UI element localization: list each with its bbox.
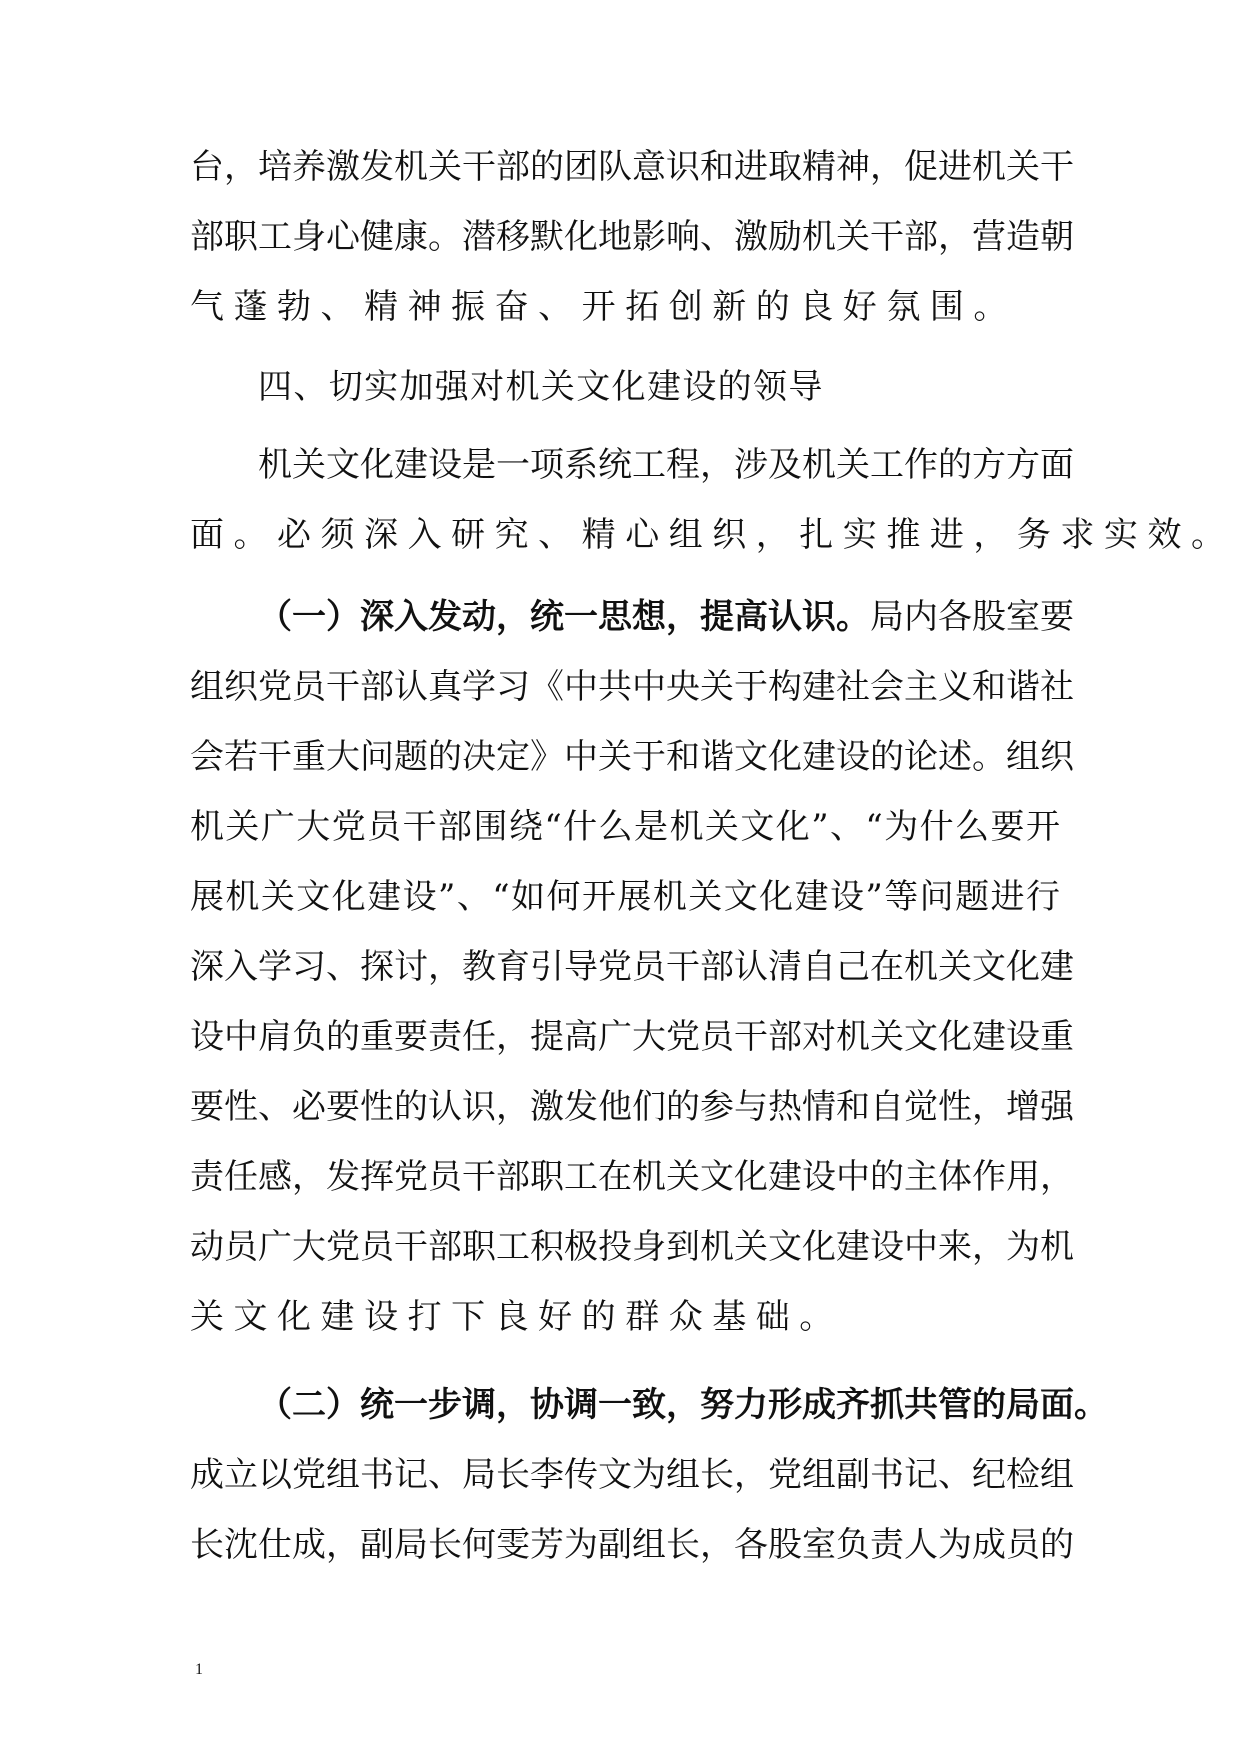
item-1-first-line	[258, 582, 1074, 652]
paragraph-line: 面。必须深入研究、精心组织，扎实推进，务求实效。	[190, 515, 1235, 555]
paragraph-line: 成立以党组书记、局长李传文为组长，党组副书记、纪检组	[190, 1455, 1074, 1495]
paragraph-line: 要性、必要性的认识，激发他们的参与热情和自觉性，增强	[190, 1087, 1074, 1127]
paragraph-line: 台，培养激发机关干部的团队意识和进取精神，促进机关干	[190, 147, 1074, 187]
paragraph-line: 机关文化建设是一项系统工程，涉及机关工作的方方面	[258, 445, 1074, 485]
paragraph-line: 机关广大党员干部围绕“什么是机关文化”、“为什么要开	[190, 807, 1060, 847]
paragraph-line: 组织党员干部认真学习《中共中央关于构建社会主义和谐社	[190, 667, 1074, 707]
page-number: 1	[195, 1661, 203, 1678]
paragraph-line: 展机关文化建设”、“如何开展机关文化建设”等问题进行	[190, 877, 1060, 917]
paragraph-line: 会若干重大问题的决定》中关于和谐文化建设的论述。组织	[190, 737, 1074, 777]
paragraph-line: 责任感，发挥党员干部职工在机关文化建设中的主体作用，	[190, 1157, 1074, 1197]
item-1-first-line-rest: 局内各股室要	[870, 597, 1074, 637]
section-heading: 四、切实加强对机关文化建设的领导	[258, 367, 824, 407]
paragraph-line: 关文化建设打下良好的群众基础。	[190, 1297, 843, 1337]
paragraph-line: 部职工身心健康。潜移默化地影响、激励机关干部，营造朝	[190, 217, 1074, 257]
paragraph-line: 长沈仕成，副局长何雯芳为副组长，各股室负责人为成员的	[190, 1525, 1074, 1565]
item-1-title: （一）深入发动，统一思想，提高认识。	[258, 597, 870, 637]
item-2-title: （二）统一步调，协调一致，努力形成齐抓共管的局面。	[258, 1385, 1108, 1425]
paragraph-line: 设中肩负的重要责任，提高广大党员干部对机关文化建设重	[190, 1017, 1074, 1057]
paragraph-line: 深入学习、探讨，教育引导党员干部认清自己在机关文化建	[190, 947, 1074, 987]
paragraph-line: 气蓬勃、精神振奋、开拓创新的良好氛围。	[190, 287, 1017, 327]
paragraph-line: 动员广大党员干部职工积极投身到机关文化建设中来，为机	[190, 1227, 1074, 1267]
